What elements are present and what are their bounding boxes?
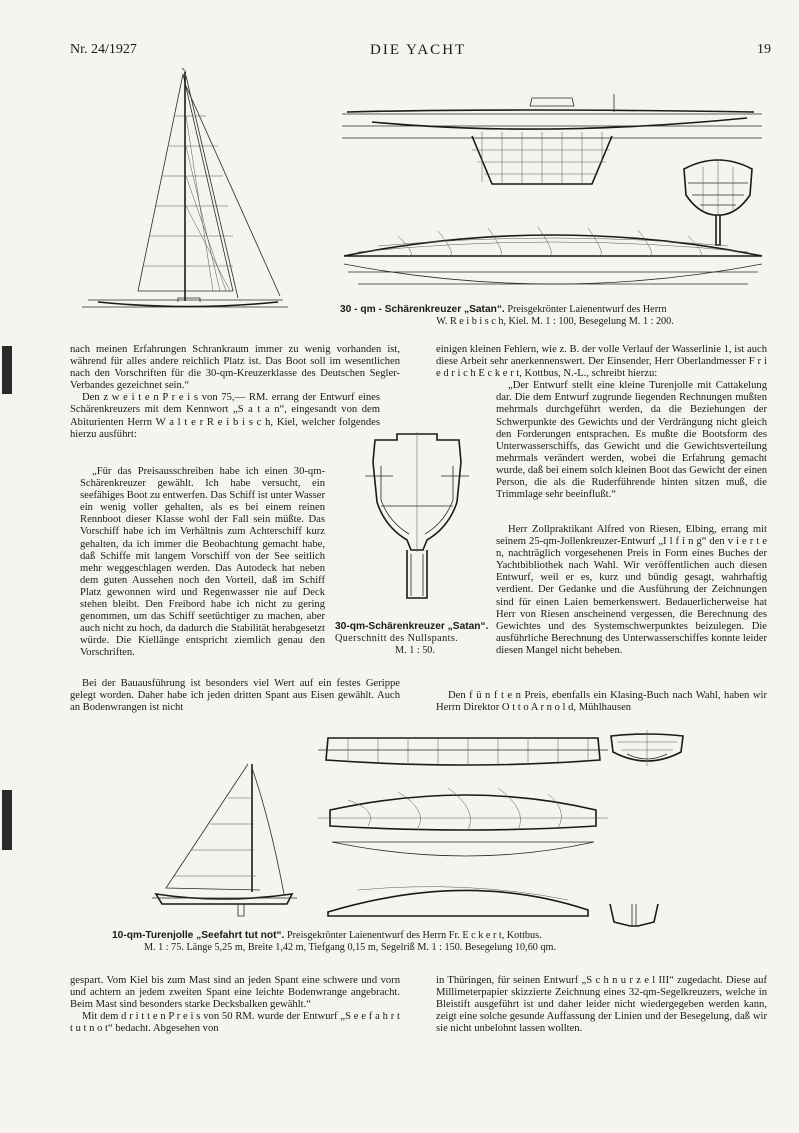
paragraph: nach meinen Erfahrungen Schrankraum immer zu wenig vorhanden ist, während für alles andere reichlich Platz ist. Das Boot soll im wesentlichen nach den Vorschriften für die 30-qm-Kreuzerklasse des Deutschen Segler-Verbandes gezeichnet sein.“ <box>70 344 400 392</box>
turenjolle-cross-section-drawing <box>608 902 660 928</box>
paragraph: gespart. Vom Kiel bis zum Mast sind an jeden Spant eine schwere und vorn und achtern an jedem zweiten Spant eine leichte Bodenwrange angebracht. Beim Mast sind besonders starke Decksbalken gewählt.“ <box>70 975 400 1011</box>
caption-text: M. 1 : 75. Länge 5,25 m, Breite 1,42 m, Tiefgang 0,15 m, Segelriß M. 1 : 150. Besegelung 10,60 qm. <box>144 942 556 953</box>
column-right-main <box>496 524 767 657</box>
caption-text: Preisgekrönter Laienentwurf des Herrn <box>504 304 667 315</box>
issue-number: Nr. 24/1927 <box>70 42 137 57</box>
paragraph: Mit dem d r i t t e n P r e i s von 50 RM. wurde der Entwurf „S e e f a h r t t u t n o t“ bedacht. Abgesehen von <box>70 1011 400 1035</box>
figure-caption-satan <box>340 304 770 328</box>
caption-text: W. R e i b i s c h, Kiel. M. 1 : 100, Besegelung M. 1 : 200. <box>436 316 674 327</box>
satan-sail-plan-drawing <box>78 66 293 316</box>
paragraph: Bei der Bauausführung ist besonders viel Wert auf ein festes Gerippe gelegt worden. Daher habe ich jeden dritten Spant aus Eisen gewählt. Auch an Bodenwrangen ist nicht <box>70 678 400 714</box>
figure-caption-turenjolle <box>112 930 762 954</box>
scan-margin-mark <box>2 790 12 850</box>
caption-title: 30 - qm - Schärenkreuzer „Satan“. <box>340 304 505 315</box>
turenjolle-sail-plan-drawing <box>152 760 297 918</box>
caption-title: 30-qm-Schärenkreuzer „Satan“. <box>335 621 489 632</box>
column-right-end <box>436 690 767 714</box>
paragraph: „Für das Preisausschreiben habe ich einen 30-qm-Schärenkreuzer gewählt. Ich habe versucht, ein seefähiges Boot zu entwerfen. Das Schiff ist unter Wasser ein wenig voller gehalten, als es bei einem reinen Rennboot dieser Klasse wohl der Fall sein müßte. Das Vorschiff habe ich im Verhältnis zum Achterschiff kurz gehalten, da ich immer die Beobachtung gemacht habe, daß Schiffe mit langem Vorschiff von der See seitlich mehr weggeschlagen werden. Das Autodeck hat neben dem guten Aussehen noch den Vorteil, daß im Schiff Platz gewonnen wird und Regenwasser nie auf Deck stehen bleibt. Den Freibord habe ich nicht zu gering genommen, um das Schiff seetüchtiger zu machen, aber auch nicht zu hoch, da dadurch die Stabilität herabgesetzt würde. Die Kiellänge entspricht ziemlich genau den Vorschriften. <box>80 466 325 659</box>
column-left-quote <box>80 466 325 660</box>
column-left-end <box>70 678 400 714</box>
column-right-intro <box>436 344 767 501</box>
caption-text: Preisgekrönter Laienentwurf des Herrn Fr. E c k e r t, Kottbus. <box>284 930 542 941</box>
page-number: 19 <box>757 42 771 57</box>
caption-text: M. 1 : 50. <box>395 645 435 656</box>
bottom-right-column <box>436 975 767 1035</box>
paragraph: in Thüringen, für seinen Entwurf „S c h n u r z e l III“ zugedacht. Diese auf Millimeterpapier skizzierte Zeichnung eines 32-qm-Segelkreuzers, welche in Bleistift ausgeführt ist und daher leider nicht wiedergegeben werden kann, zeigt eine solche gesunde Auffassung der Linien und der Besegelung, daß wir sie nicht unbelohnt lassen wollten. <box>436 975 767 1035</box>
paragraph: einigen kleinen Fehlern, wie z. B. der volle Verlauf der Wasserlinie 1, ist auch diese Arbeit sehr anerkennenswert. Der Einsender, Herr Oberlandmesser F r i e d r i c h E c k e r t, Kottbus, N.-L., schreibt hierzu: <box>436 344 767 380</box>
turenjolle-body-plan-drawing <box>607 730 687 780</box>
caption-text: Querschnitt des Nullspants. <box>335 633 459 644</box>
journal-title: DIE YACHT <box>370 42 467 58</box>
paragraph: Den f ü n f t e n Preis, ebenfalls ein Klasing-Buch nach Wahl, haben wir Herrn Direktor O t t o A r n o l d, Mühlhausen <box>436 690 767 714</box>
paragraph: Den z w e i t e n P r e i s von 75,— RM. errang der Entwurf eines Schärenkreuzers mit dem Kennwort „S a t a n“, eingesandt von dem Abiturienten Herrn W a l t e r R e i b i s c h, Kiel, welcher folgendes hierzu ausführt: <box>70 392 380 440</box>
caption-title: 10-qm-Turenjolle „Seefahrt tut not“. <box>112 930 285 941</box>
satan-half-breadth-drawing <box>338 226 768 298</box>
column-left-intro <box>70 344 400 441</box>
paragraph: „Der Entwurf stellt eine kleine Turenjolle mit Cattakelung dar. Die dem Entwurf zugrunde liegenden Rechnungen mußten mehrmals durchgeführt werden, da die Beziehungen der Schwerpunkte des Gewichts und der Verdrängung nicht gleich den Forderungen entsprachen. Es mußte die Bootsform des Unterwasserschiffs, das Gewicht und die Gewichtsverteilung mehrmals verändert werden, wobei die Erfahrung gemacht wurde, daß bei einem solch kleinen Boot das Gewicht der einen Person, die als die Ruderführende hinten sitzen muß, die Trimmlage sehr beeinflußt.“ <box>496 380 767 501</box>
bottom-left-column <box>70 975 400 1035</box>
figure-caption-cross-section <box>335 621 495 657</box>
paragraph: Herr Zollpraktikant Alfred von Riesen, Elbing, errang mit seinem 25-qm-Jollenkreuzer-Entwurf „I l f i n g“ den v i e r t e n, nachträglich vorgesehenen Preis in Form eines Buches der Yachtbibliothek nach Wahl. Wir veröffentlichen auch diesen Entwurf, weil er es, kurz und bündig gesagt, wahrhaftig verdient. Der Gedanke und die Ausführung der Zeichnungen sind für einen Laien bemerkenswert. Bedauerlicherweise hat Herr von Riesen anscheinend vergessen, die Berechnung des Gewichtes und des Systemschwerpunktes beizulegen. Die ausführliche Berechnung des Unterwasserschiffes konnte leider diesen Mangel nicht beheben. <box>496 524 767 656</box>
scan-margin-mark <box>2 346 12 394</box>
turenjolle-lines-drawing <box>318 730 608 930</box>
